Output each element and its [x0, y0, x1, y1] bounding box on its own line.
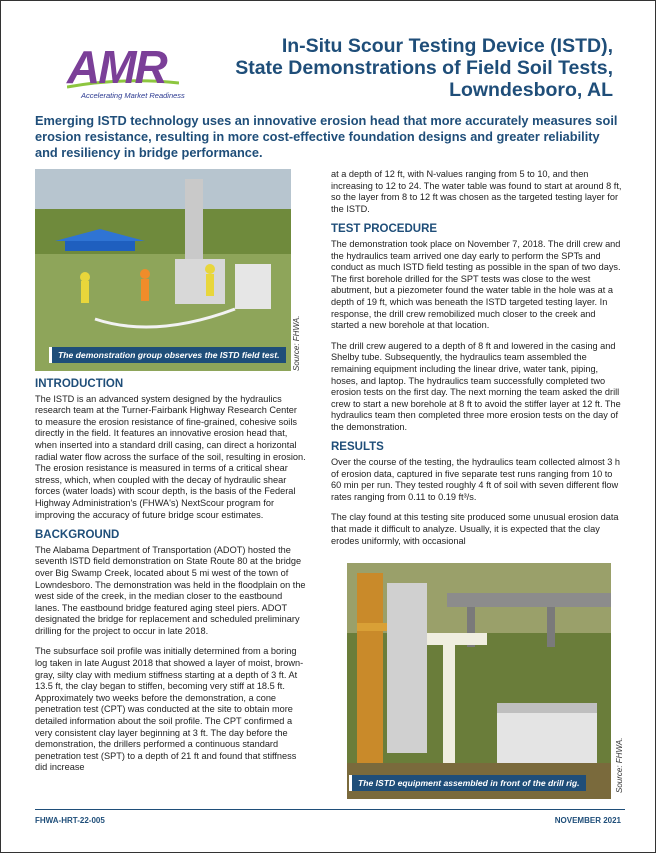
logo-wordmark: AMR	[67, 41, 166, 93]
background-paragraph-1: The Alabama Department of Transportation (ADOT) hosted the seventh ISTD field demonstration on State Route 80 at the bridge over Big Swamp Creek, located about 5 mi west of the town of Lowndesboro. The demonstration was held in the floodplain on the west side of the creek, in the median closer to the eastbound lanes. The eastbound bridge featured aging steel piers. ADOT designated the bridge for replacement and scheduled preliminary drilling for the project to occur in late 2018.	[35, 544, 306, 636]
test-procedure-heading: TEST PROCEDURE	[331, 223, 438, 236]
results-paragraph-2: The clay found at this testing site produced some unusual erosion data that made it difficult to analyze. Usually, it is expected that the clay erodes uniformly, with occasional	[331, 512, 619, 546]
equipment-photo-image	[347, 563, 611, 799]
demonstration-photo-caption: The demonstration group observes the ISTD field test.	[49, 347, 286, 363]
logo-subtitle: Accelerating Market Readiness	[81, 91, 185, 100]
equipment-photo	[347, 563, 611, 799]
title-line-2: State Demonstrations of Field Soil Tests,	[235, 57, 613, 79]
left-column	[35, 379, 307, 783]
page-title	[235, 35, 613, 101]
results-paragraph-1: Over the course of the testing, the hydraulics team collected almost 3 h of erosion data, captured in five separate test runs ranging from 10 to 60 min per run. They tested roughly 4 ft of soil with seven different flow rates ranging from 0.11 to 0.19 ft³/s.	[331, 457, 621, 502]
report-number: FHWA-HRT-22-005	[35, 816, 105, 825]
lead-paragraph: Emerging ISTD technology uses an innovative erosion head that more accurately measures soil erosion resistance, resulting in more cost-effective foundation designs and greater reliability and resiliency in bridge performance.	[35, 113, 618, 160]
photo1-source: Source: FHWA.	[292, 315, 301, 371]
publication-date: NOVEMBER 2021	[554, 816, 621, 825]
introduction-heading: INTRODUCTION	[35, 378, 124, 390]
demonstration-photo	[35, 169, 291, 371]
title-line-3: Lowndesboro, AL	[449, 79, 613, 101]
continued-paragraph: at a depth of 12 ft, with N-values ranging from 5 to 10, and then increasing to 12 to 24. The water table was found to start at around 8 ft, so the layer from 8 to 12 ft was chosen as the targeted testing layer for the ISTD.	[331, 169, 622, 214]
test-procedure-paragraph-1: The demonstration took place on November 7, 2018. The drill crew and the hydraulics team arrived one day early to perform the SPTs and conduct as much ISTD field testing as possible in the span of two days. The first borehole drilled for the SPT tests was close to the west abutment, but a piezometer found the water table in the hole was at a depth of 19 ft, which was beneath the ISTD targeted testing layer. In response, the drill crew remobilized much closer to the creek and started a new borehole at that location.	[331, 238, 621, 331]
results-heading: RESULTS	[331, 441, 384, 454]
right-column	[331, 169, 623, 556]
demonstration-photo-image	[35, 169, 291, 371]
amr-logo	[67, 43, 187, 103]
equipment-photo-caption: The ISTD equipment assembled in front of the drill rig.	[349, 775, 586, 791]
photo2-source: Source: FHWA.	[615, 737, 624, 793]
background-paragraph-2: The subsurface soil profile was initially determined from a boring log taken in late August 2018 that showed a layer of moist, brown-gray, silty clay with medium stiffness starting at a depth of 3 ft. At 13.5 ft, the clay began to stiffen, becoming very stiff at 18.5 ft. Approximately two weeks before the demonstration, a cone penetration test (CPT) was conducted at the site to obtain more detailed information about the soil profile. The CPT confirmed a very consistent clay layer beginning at 3 ft. The day before the demonstration, the drillers performed a continuous standard penetration test (SPT) to a depth of 21 ft and found that stiffness did increase	[35, 646, 304, 773]
introduction-text: The ISTD is an advanced system designed by the hydraulics research team at the Turner-Fairbank Highway Research Center to measure the erosion resistance of fine-grained, cohesive soils directly in the field. It features an innovative erosion head that, when inserted into a standard drill casing, can direct a horizontal radial water flow across the surface of the soil, resulting in erosion. The erosion resistance is measured in terms of a critical shear stress, which, when coupled with the decay of hydraulic shear forces (water loads) with scour depth, is the basis of the Federal Highway Administration's (FHWA's) NextScour program for improving the accuracy of future bridge scour estimates.	[35, 393, 306, 520]
test-procedure-paragraph-2: The drill crew augered to a depth of 8 ft and lowered in the casing and Shelby tube. Subsequently, the hydraulics team assembled the remaining equipment including the linear drive, water tank, piping, hoses, and laptop. The hydraulics team successfully completed two erosion tests on the first day. The next morning the team asked the drill crew to start a new borehole at 8 ft to avoid the stiffer layer at 12 ft. The hydraulics team then completed three more erosion tests on the day of the demonstration.	[331, 340, 621, 432]
footer-divider	[35, 809, 625, 810]
background-heading: BACKGROUND	[35, 529, 120, 542]
title-line-1: In-Situ Scour Testing Device (ISTD),	[281, 35, 613, 57]
